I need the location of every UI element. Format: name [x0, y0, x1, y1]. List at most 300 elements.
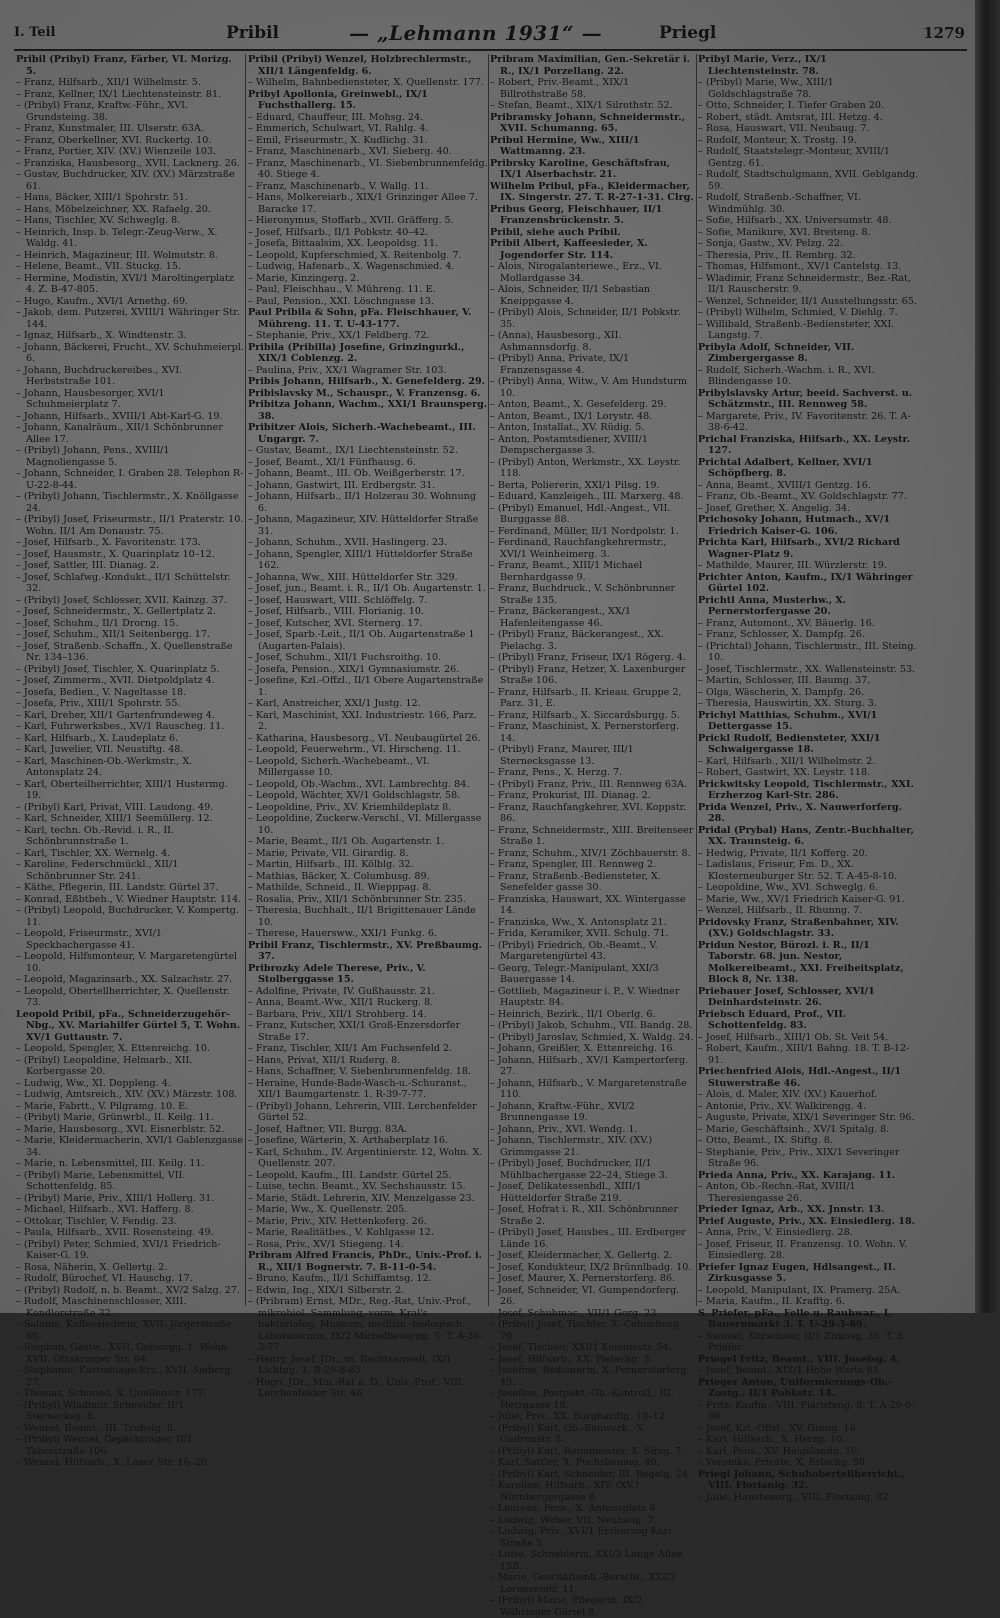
directory-entry: – Josef, Hilfsarb., XX. Pielachg. 3.: [490, 1353, 653, 1365]
directory-entry: – Anna, Beamt.-Ww., XII/1 Ruckerg. 8.: [248, 997, 434, 1008]
directory-entry: – Alois, d. Maler, XIV. (XV.) Kauerhof.: [698, 1089, 878, 1100]
directory-entry: – Sonja, Gastw., XV. Pelzg. 22.: [698, 238, 844, 249]
directory-entry: – Ludwig, Hafenarb., X. Wagenschmied. 4.: [248, 261, 455, 272]
directory-entry: – Johann, Hausbesorger, XVI/1 Schuhmeierplatz 7.: [16, 387, 165, 410]
directory-entry: – Leopold, Manipulant, IX. Pramerg. 25A.: [698, 1284, 901, 1296]
directory-entry: – Willibald, Straßenb.-Bediensteter, XXI. Langstg. 7.: [698, 318, 895, 341]
directory-entry: Prichta Karl, Hilfsarb., XVI/2 Richard Wagner-Platz 9.: [698, 537, 900, 560]
directory-entry: – Marie, Priv., XIV. Hettenkoferg. 26.: [248, 1215, 427, 1227]
directory-entry: – Marie, Geschäftsinh., XV/1 Spitalg. 8.: [698, 1123, 890, 1135]
directory-entry: – Josefine, Bedienerin, X. Pernerstorferg. 49.: [490, 1365, 690, 1388]
directory-entry: – Paul, Pension., XXI. Löschngasse 13.: [248, 295, 434, 307]
directory-entry: – Johann, Greißler, X. Ettenreichg. 16.: [490, 1043, 676, 1054]
directory-entry: Pribul Hermine, Ww., XIII/1 Wattmanng. 23.: [490, 134, 640, 157]
directory-entry: – Adolfine, Private, IV. Gußhausstr. 21.: [248, 985, 436, 997]
directory-entry: – (Pribyl) Karl, Schneider, III. Regelg. 24.: [490, 1468, 692, 1480]
directory-entry: – Robert, Priv.-Beamt., XIX/1 Billrothstraße 58.: [490, 77, 630, 100]
directory-entry: – Marie, Ww., XV/1 Friedrich Kaiser-G. 91.: [698, 893, 905, 905]
directory-entry: – Josefa, Bedien., V. Nageltasse 18.: [16, 686, 187, 698]
directory-entry: – (Pribyl) Josef, Buchdrucker, II/1 Mühlbachergasse 22–24, Stiege 3.: [490, 1158, 668, 1181]
directory-entry: – Karl, Maschinen-Ob.-Werkmstr., X. Antonsplatz 24.: [16, 755, 193, 778]
directory-entry: – Anton, Ob.-Rechn.-Rat, XVIII/1 Theresiengasse 26.: [698, 1181, 856, 1204]
directory-entry: – Hermine, Modistin, XVI/1 Maroltingerplatz 4. Z. B-47-805.: [16, 272, 234, 295]
column-4: [698, 54, 920, 1503]
directory-entry: – Marie, Beamt., II/1 Ob. Augartenstr. 1.: [248, 836, 445, 847]
column-divider: [245, 54, 246, 1306]
directory-entry: – Robert, Gastwirt, XX. Leystr. 118.: [698, 767, 871, 778]
directory-entry: – Leopoldine, Ww., XVI. Schweglg. 6.: [698, 882, 879, 893]
directory-entry: – Leopold, Kaufm., III. Landstr. Gürtel 25.: [248, 1169, 452, 1181]
directory-entry: Pridun Nestor, Bürozl. i. R., II/1 Taborstr. 68. jun. Nestor, Molkereibeamt., XXI. Freiheitsplatz, Block 8, Nr. 138.: [698, 939, 904, 985]
directory-entry: – Fritz, Kaufm., VIII. Piaristeng. 8. T. A-20-0-86.: [698, 1399, 915, 1422]
directory-entry: – Robert, städt. Amtsrat, III. Hetzg. 4.: [698, 111, 883, 123]
column-divider: [488, 54, 489, 1306]
directory-entry: – Rosa, Hauswart, VII. Neubaug. 7.: [698, 123, 870, 134]
directory-entry: Pribil Albert, Kaffeesieder, X. Jogendorfer Str. 114.: [490, 238, 648, 261]
directory-entry: Prichyl Matthias, Schuhm., XVI/1 Dettergasse 15.: [698, 709, 878, 732]
directory-entry: – (Pribyl) Marie, Lebensmittel, VII. Schottenfeldg. 85.: [16, 1169, 186, 1192]
directory-entry: Pribil, siehe auch Pribil.: [490, 226, 621, 238]
directory-entry: – Marie, Kinzingerg. 2.: [248, 272, 360, 284]
directory-entry: – Anna, Beamt., XVIII/1 Gentzg. 16.: [698, 479, 871, 491]
directory-entry: – Anton, Beamt., X. Gesefelderg. 29.: [490, 399, 667, 410]
directory-entry: – Josefine, Kzl.-Offzl., II/1 Obere Augartenstraße 1.: [248, 675, 484, 698]
directory-entry: – (Pribyl) Jaroslav, Schmied, X. Waldg. 24.: [490, 1031, 694, 1043]
directory-entry: – Hans, Schaffner, V. Siebenbrunnenfeldg. 18.: [248, 1066, 472, 1077]
directory-entry: – Ottokar, Tischler, V. Fendig. 23.: [16, 1215, 177, 1227]
directory-entry: – (Pribram) Ernst, MDr., Reg.-Rat, Univ.-Prof., mikrobiol. Sammlung, vorm. Kral's bakteriolog. Museum, medizin.-biologisch. Laboratorium, IX/2 Michelbeuerng. 5. T. A-26-3-77.: [248, 1296, 483, 1353]
directory-entry: – Karl, Anstreicher, XXI/1 Justg. 12.: [248, 698, 421, 709]
directory-entry: – (Anna), Hausbesorg., XII. Ashmannsdorfg. 8.: [490, 330, 622, 353]
directory-entry: Prichal Franziska, Hilfsarb., XX. Leystr. 127.: [698, 433, 911, 456]
column-3: [490, 54, 695, 1618]
directory-entry: Prichosoky Johann, Hutmach., XV/1 Friedrich Kaiser-G. 106.: [698, 514, 890, 537]
directory-entry: – Julie, Hausbesorg., VIII. Florianig. 32.: [698, 1491, 892, 1503]
directory-entry: – Johann, Schuhm., XVII. Haslingerg. 23.: [248, 537, 448, 548]
directory-entry: – Leopold, Feuerwehrm., VI. Hirscheng. 11.: [248, 744, 461, 755]
directory-entry: – Johann, Bäckerei, Frucht., XV. Schuhmeierpl. 6.: [16, 341, 244, 364]
directory-entry: – Josef, Kleidermacher, X. Gellertg. 2.: [490, 1250, 673, 1261]
directory-entry: – Leopold, Sicherh.-Wachebeamt., VI. Millergasse 10.: [248, 755, 430, 778]
directory-entry: – (Pribyl) Wilhelm, Schmied, V. Diehlg. 7.: [698, 307, 898, 318]
directory-entry: Prichter Anton, Kaufm., IX/1 Währinger Gürtel 102.: [698, 571, 913, 594]
directory-entry: Wilhelm Pribul, pFa., Kleidermacher, IX. Singerstr. 27. T. R-27-1-31. Clrg.: [490, 180, 694, 203]
directory-entry: Pribramsky Johann, Schneidermstr., XVII. Schumanng. 65.: [490, 111, 685, 134]
directory-entry: – Josef, Schuhm., XII/1 Seitenbergg. 17.: [16, 629, 210, 640]
directory-entry: – Josef, Friseur, II. Franzensg. 10. Wohn. V. Einsiedlerg. 28.: [698, 1238, 908, 1261]
directory-entry: – Leopold, Obertellherrichter, X. Quellenstr. 73.: [16, 985, 230, 1008]
directory-entry: – (Pribyl) Karl, Privat, VIII. Laudong. 49.: [16, 801, 214, 813]
directory-entry: – Karl, Juwelier, VII. Neustiftg. 48.: [16, 744, 184, 755]
directory-entry: – Leopold, Ob.-Wachm., XVI. Lambrechtg. 84.: [248, 778, 470, 790]
directory-entry: – Josef, Kutscher, XVI. Sternerg. 17.: [248, 617, 423, 629]
directory-entry: – Franz, Hilfsarb., X. Siccardsburgg. 5.: [490, 709, 680, 721]
directory-entry: – Franz, Pens., X. Herzg. 7.: [490, 767, 623, 778]
directory-entry: – Marie, Geschäftsinh.-Berschl., XXI/3 Lorenzerstr. 11.: [490, 1572, 676, 1595]
directory-entry: – (Pribyl) Josef, Tischler, X. Columbusg. 70.: [490, 1319, 682, 1342]
directory-entry: – Josef, Delikatessenhdl., XIII/1 Hütteldorfer Straße 219.: [490, 1181, 642, 1204]
directory-entry: – Franz, Maschinenarb., VI. Siebenbrunnenfeldg. 40. Stiege 4.: [248, 157, 488, 180]
directory-entry: – Leopold, Spengler, X. Ettenreichg. 10.: [16, 1043, 210, 1054]
directory-entry: – Heinrich, Magazineur, III. Wolmutstr. 8.: [16, 249, 218, 261]
directory-entry: – Josef, Sparb.-Leit., II/1 Ob. Augartenstraße 1 (Augarten-Palais).: [248, 629, 475, 652]
directory-entry: – Veronika, Private, X. Erlachg. 50.: [698, 1457, 869, 1468]
directory-entry: – Johann, Gastwirt, III. Erdbergstr. 31.: [248, 479, 436, 491]
directory-entry: – Rudolf, Sicherh.-Wachm. i. R., XVI. Blindengasse 10.: [698, 364, 875, 387]
directory-entry: – Josef, Zimmerm., XVII. Dietpoldplatz 4.: [16, 675, 215, 686]
directory-entry: – Rudolf, Straßenb.-Schaffner, VI. Windmühlg. 30.: [698, 192, 861, 215]
directory-entry: – Franz, Portier, XIV. (XV.) Wienzeile 103.: [16, 146, 217, 157]
directory-entry: – Otto, Beamt., IX. Stiftg. 8.: [698, 1135, 833, 1146]
directory-entry: – (Pribyl) Karl, Rennmeister, X. Sirzg. 7.: [490, 1445, 685, 1457]
directory-entry: – Jakob, dem. Putzerei, XVIII/1 Währinger Str. 144.: [16, 307, 240, 330]
directory-entry: – Ignaz, Hilfsarb., X. Windtenstr. 3.: [16, 330, 187, 341]
directory-entry: – Karl, Schuhm., IV. Argentinierstr. 12, Wohn. X. Quellenstr. 207.: [248, 1146, 483, 1169]
directory-entry: – (Pribyl) Franz, Friseur, IX/1 Rögerg. 4.: [490, 652, 686, 663]
directory-entry: – Theresia, Hauswirtin, XX. Sturg. 3.: [698, 698, 877, 709]
directory-entry: – Karl, Tischler, XX. Wernelg. 4.: [16, 847, 171, 859]
directory-entry: – Karl, Hilfsarb., X. Herzg. 16.: [698, 1434, 846, 1445]
directory-entry: Pribyl Marie, Verz., IX/1 Liechtensteinstr. 78.: [698, 54, 827, 77]
directory-entry: – Stephan, Gastw., XVII. Gebiergg. 1. Wohn. XVII. Ottakringer Str. 64.: [16, 1342, 230, 1365]
directory-entry: – Josef, Tischler, XXI/1 Koloniestr. 54.: [490, 1342, 672, 1353]
directory-entry: – Antonie, Priv., XV. Walkirengg. 4.: [698, 1100, 867, 1112]
directory-entry: – Karl, Hilfsarb., XII/1 Wilhelmstr. 2.: [698, 755, 876, 767]
directory-entry: – Emil, Friseurmstr., X. Kudlichg. 31.: [248, 134, 428, 146]
directory-entry: – Josef, Schuhmac., VII/1 Gerg. 23.: [490, 1307, 660, 1319]
directory-entry: – Alois, Nirogalanteriewe., Erz., VI. Mollardgasse 34.: [490, 261, 662, 284]
directory-entry: Pribitzer Alois, Sicherh.-Wachebeamt., III. Ungargr. 7.: [248, 422, 476, 445]
directory-entry: – Hieronymus, Stoffarb., XVII. Gräfferg. 5.: [248, 215, 454, 226]
directory-entry: – Josef, Tischlermstr., XX. Wallensteinstr. 53.: [698, 663, 916, 675]
directory-entry: – Karl, Sattler, X. Puchsbaumg. 40.: [490, 1457, 660, 1468]
directory-entry: – Franz, Automont., XV. Bäuerlg. 16.: [698, 617, 875, 629]
directory-entry: Prieger Anton, Uniformierungs-Ob.-Zustg., II/1 Pobkstr. 14.: [698, 1376, 893, 1399]
directory-entry: – Wenzel, Schneider, II/1 Ausstellungsstr. 65.: [698, 295, 917, 307]
directory-entry: – Josef, Hilfsarb., X. Favoritenstr. 173.: [16, 537, 201, 548]
directory-entry: – Leopold, Friseurmstr., XVI/1 Speckbachergasse 41.: [16, 928, 163, 951]
directory-entry: – Franz, Hilfsarb., II. Krieau. Gruppe 2, Parz. 31, E.: [490, 686, 682, 709]
directory-entry: – Stephanie, Priv., Priv., XIX/1 Severinger Straße 96.: [698, 1146, 900, 1169]
directory-entry: – Rudolf, Maschinenschlosser, XIII. Kendlerstraße 32.: [16, 1296, 187, 1319]
directory-entry: – Marie, Kleidermacherin, XVI/1 Gablenzgasse 34.: [16, 1135, 244, 1158]
directory-entry: – Berta, Poliererin, XXI/1 Pilsg. 19.: [490, 479, 660, 491]
directory-entry: – Rosa, Näherin, X. Gellertg. 2.: [16, 1261, 168, 1273]
directory-entry: – Franz, Maschinenarb., XVI. Sieberg. 40.: [248, 146, 452, 157]
directory-entry: – Josef, Beamt., XIX/1 Hohe Warte 65.: [698, 1365, 882, 1376]
directory-entry: – Hans, Privat, XII/1 Ruderg. 8.: [248, 1054, 401, 1066]
directory-entry: – Rudolf, Bürochef, VI. Hauschg. 17.: [16, 1273, 193, 1284]
directory-entry: – (Pribyl) Friedrich, Ob.-Beamt., V. Margaretengürtel 43.: [490, 939, 658, 962]
directory-entry: – Josef, Beamt., XI/1 Fünfhausg. 6.: [248, 456, 416, 468]
directory-entry: – Mathilde, Schneid., II. Wiepppag. 8.: [248, 882, 432, 893]
directory-entry: – Marie, Ww., X. Quellenstr. 205.: [248, 1204, 408, 1215]
directory-entry: – Franz, Spengler, III. Rennweg 2.: [490, 859, 657, 870]
directory-entry: – Josef, Hilfsarb., VIII. Florianig. 10.: [248, 606, 424, 617]
directory-entry: – Franz, Kutscher, XXI/1 Groß-Enzersdorfer Straße 17.: [248, 1020, 461, 1043]
directory-entry: Pribylslavsky Artur, beeid. Sachverst. u. Schätzmstr., III. Rennweg 58.: [698, 387, 913, 410]
directory-entry: – Edwin, Ing., XIX/1 Silberstr. 2.: [248, 1284, 405, 1296]
directory-entry: Pridovsky Franz, Straßenbahner, XIV. (XV.) Goldschlagstr. 33.: [698, 916, 899, 939]
directory-entry: – Karoline, Hilfsarb., XIV. (XV.) Nürnbergergasse 8.: [490, 1480, 639, 1503]
directory-entry: – (Pribyl) Emanuel, Hdl.-Angest., VII. Burggasse 88.: [490, 502, 671, 525]
directory-entry: Priebsch Eduard, Prof., VII. Schottenfeldg. 83.: [698, 1008, 847, 1031]
directory-entry: – Robert, Kaufm., XIII/1 Bahng. 18. T. B-12-91.: [698, 1043, 910, 1066]
directory-entry: – Johann, Hilfsarb., XVIII/1 Abt-Karl-G. 19.: [16, 410, 223, 422]
directory-entry: – Johann, Buchdruckereibes., XVI. Herbststraße 101.: [16, 364, 183, 387]
directory-entry: – Wladimir, Franz Schneidermstr., Bez.-Rat, II/1 Rauscherstr. 9.: [698, 272, 911, 295]
directory-entry: – Julie, Priv., XX. Burghardtg. 10–12.: [490, 1411, 669, 1422]
directory-entry: Paul Pribila & Sohn, pFa. Fleischhauer, V. Mühreng. 11. T. U-43-177.: [248, 307, 472, 330]
directory-entry: – Franz, Schneidermstr., XIII. Breitenseer Straße 1.: [490, 824, 694, 847]
directory-entry: – Mathilde, Maurer, III. Würzlerstr. 19.: [698, 560, 887, 571]
column-divider: [696, 54, 697, 1306]
directory-entry: – Rudolf, Monteur, X. Trostg. 19.: [698, 134, 857, 146]
directory-entry: – Rosa, Priv., XV/1 Stiegeng. 14.: [248, 1238, 404, 1250]
directory-entry: – Josef, Hausmstr., X. Quarinplatz 10–12.: [16, 548, 215, 560]
directory-entry: – Karl, Pens., XV. Helgolandg. 16.: [698, 1445, 861, 1457]
column-2: [248, 54, 488, 1399]
directory-entry: Leopold Pribil, pFa., Schneiderzugehör-Nbg., XV. Mariahilfer Gürtel 5, T. Wohn. XV/1 Guttaustr. 7.: [16, 1008, 241, 1043]
directory-entry: – Gustav, Beamt., IX/1 Liechtensteinstr. 52.: [248, 445, 458, 456]
directory-entry: – Leopold, Magazinsarb., XX. Salzachstr. 27.: [16, 974, 233, 985]
directory-entry: – Heinrich, Insp. b. Telegr.-Zeug-Verw., X. Waldg. 41.: [16, 226, 218, 249]
directory-entry: – Franz, Tischler, XII/1 Am Fuchsenfeld 2.: [248, 1043, 453, 1054]
directory-entry: – Marie, Realitätbes., V. Kohlgasse 12.: [248, 1227, 434, 1238]
directory-entry: – Karoline, Federschmückl., XII/1 Schönbrunner Str. 241.: [16, 859, 179, 882]
directory-entry: – Mathias, Bäcker, X. Columbusg. 89.: [248, 870, 430, 882]
directory-entry: – Wenzel, Beamt., III. Trubelg. 8.: [16, 1422, 177, 1434]
directory-entry: – Hans, Möbelzeichner, XX. Rafaelg. 20.: [16, 203, 211, 215]
directory-entry: – (Pribyl) Alois, Schneider, II/1 Pobkstr. 35.: [490, 307, 681, 330]
directory-entry: – Gottlieb, Magazineur i. P., V. Wiedner Hauptstr. 84.: [490, 985, 680, 1008]
directory-entry: – (Pribyl) Franz, Bäckerangest., XX. Pielachg. 3.: [490, 629, 664, 652]
directory-entry: – Josefa, Pension., XIX/1 Gymnasiumstr. 26.: [248, 663, 460, 675]
directory-entry: – Paulina, Priv., XX/1 Wagramer Str. 103.: [248, 364, 447, 376]
directory-entry: – (Pribyl) Anna, Witw., V. Am Hundsturm 10.: [490, 376, 687, 399]
directory-entry: – (Pribyl) Franz, Priv., III. Rennweg 63A.: [490, 778, 687, 790]
directory-entry: – Stefan, Beamt., XIX/1 Silrothstr. 52.: [490, 100, 673, 111]
directory-entry: – (Pribyl) Leopoldine, Helmarb., XII. Korbergasse 20.: [16, 1054, 193, 1077]
directory-entry: – Otto, Schneider, I. Tiefer Graben 20.: [698, 100, 884, 111]
directory-entry: – (Pribyl) Franz, Hetzer, X. Laxenburger Straße 106.: [490, 663, 686, 686]
directory-entry: – Konrad, Eßbtbeh., V. Wiedner Hauptstr. 114.: [16, 893, 242, 905]
directory-entry: – Ludwig, Ww., XI. Doppleng. 4.: [16, 1077, 171, 1089]
directory-entry: S. Priefer, pFa., Felle u. Rauhwar., I. Bauernmarkt 3. T. U-29-3-89.: [698, 1307, 892, 1330]
directory-entry: – Josef, Grether, X. Angelig. 34.: [698, 502, 851, 514]
directory-entry: – Franz, Beamt., XIII/1 Michael Bernhardgasse 9.: [490, 560, 643, 583]
directory-entry: – Franz, Maschinenarb., V. Wallg. 11.: [248, 180, 429, 192]
directory-entry: Prickwitsky Leopold, Tischlermstr., XXI. Erzherzog Karl-Str. 286.: [698, 778, 914, 801]
directory-entry: – Josef, Schuhm., XII/1 Fuchsroithg. 10.: [248, 652, 442, 663]
directory-entry: – (Pribyl) Josef, Tischler, X. Quarinplatz 5.: [16, 663, 220, 675]
directory-entry: – Johann, Kanalräum., XII/1 Schönbrunner Allee 17.: [16, 422, 223, 445]
directory-entry: – Marie, Private, VII. Girardig. 8.: [248, 847, 409, 859]
directory-entry: – Heraine, Hunde-Bade-Wasch-u.-Schuranst., XII/1 Baumgartenstr. 1. R-39-7-77.: [248, 1077, 467, 1100]
directory-entry: – Franz, Straßenb.-Bediensteter, X. Senefelder gasse 30.: [490, 870, 661, 893]
directory-entry: – (Pribyl) Marie, Grünwrbl., II. Keilg. 11.: [16, 1112, 214, 1123]
directory-entry: – Georg, Telegr.-Manipulant, XXI/3 Bauergasse 14.: [490, 962, 659, 985]
directory-entry: – Marie, n. Lebensmittel, III. Keilg. 11.: [16, 1158, 205, 1169]
directory-entry: Pribil (Pribyl) Franz, Färber, VI. Morizg. 5.: [16, 54, 232, 77]
directory-entry: – Josef, Sattler, III. Dianag. 2.: [16, 560, 159, 571]
directory-entry: – Johann, Schneider, I. Graben 28. Telephon R-U-22-8-44.: [16, 468, 244, 491]
directory-entry: – Katharina, Hausbesorg., VI. Neubaugürtel 26.: [248, 732, 481, 744]
directory-entry: – Karl, techn. Ob.-Revid. i. R., II. Schönbrunnstraße 1.: [16, 824, 174, 847]
directory-entry: – Marie, Hausbesorg., XVI. Eisnerblstr. 52.: [16, 1123, 225, 1135]
directory-entry: – Franz, Schlosser, X. Dampfg. 26.: [698, 629, 865, 640]
directory-entry: – Karl, Schneider, XIII/1 Seemüllerg. 12.: [16, 813, 213, 824]
directory-entry: – Josef, Schlafwg.-Kondukt., II/1 Schüttelstr. 32.: [16, 571, 231, 594]
directory-entry: – Johann, Tischlermstr., XIV. (XV.) Grimmgasse 21.: [490, 1135, 653, 1158]
directory-entry: Priefer Ignaz Eugen, Hdlsangest., II. Zirkusgasse 5.: [698, 1261, 896, 1284]
directory-entry: Pribrozky Adele Therese, Priv., V. Stolberggasse 15.: [248, 962, 426, 985]
directory-entry: – Ferdinand, Rauchfangkehrermstr., XVI/1 Weinheimerg. 3.: [490, 537, 667, 560]
directory-entry: – (Pribyl) Josef, Friseurmstr., II/1 Praterstr. 10. Wohn. II/1 Am Donaustr. 75.: [16, 514, 244, 537]
directory-entry: – Samuel, Kürschner, II/1 Zirkusg. 35. T. S. Priefer.: [698, 1330, 907, 1353]
directory-entry: Pribram Alfred Francis, PhDr., Univ.-Prof. i. R., XII/1 Bognerstr. 7. B-11-0-54.: [248, 1250, 482, 1273]
directory-entry: Prieda Anna, Priv., XX. Karajang. 11.: [698, 1169, 896, 1181]
directory-entry: – Maria, Kaufm., II. Krafftg. 6.: [698, 1296, 845, 1307]
directory-entry: – (Pribyl) Josef, Hausbes., III. Erdberger Lände 16.: [490, 1227, 686, 1250]
directory-entry: – (Pribyl) Anton, Werkmstr., XX. Leystr. 118.: [490, 456, 681, 479]
directory-entry: – Alois, Schneider, II/1 Sebastian Kneippgasse 4.: [490, 284, 651, 307]
directory-entry: – Josef, Schneider, VI. Gumpendorferg. 26.: [490, 1284, 680, 1307]
directory-entry: – Thomas, Hilfsmont., XV/1 Cantelstg. 13.: [698, 261, 902, 272]
directory-entry: – Therese, Hauersww., XXI/1 Funkg. 6.: [248, 928, 438, 939]
directory-entry: – Franz, Bäckerangest., XX/1 Hafenleitengasse 46.: [490, 606, 632, 629]
directory-entry: Prickl Rudolf, Bediensteter, XXI/1 Schwaigergasse 18.: [698, 732, 881, 755]
directory-entry: – Olga, Wäscherin, X. Dampfg. 26.: [698, 686, 865, 698]
directory-entry: – Josef, Hilfsarb., II/1 Pobkstr. 40–42.: [248, 226, 429, 238]
directory-entry: – Franz, Ob.-Beamt., XV. Goldschlagstr. 77.: [698, 491, 907, 502]
directory-entry: – (Pribyl) Johann, Pens., XVIII/1 Magnoliengasse 5.: [16, 445, 170, 468]
directory-entry: – Johann, Priv., XVI. Wendg. 1.: [490, 1123, 638, 1135]
directory-entry: – Johann, Kraftw.-Führ., XVI/2 Brunnengasse 19.: [490, 1100, 635, 1123]
directory-entry: – Josef, Hilfsarb., XIII/1 Ob. St. Veit 54.: [698, 1031, 889, 1043]
directory-entry: – Anna, Priv., V. Einsiedlerg. 28.: [698, 1227, 853, 1238]
directory-entry: – (Pribyl) Marie, Priv., XIII/1 Hollerg. 31.: [16, 1192, 215, 1204]
directory-entry: – Karl, Fuhrwerksbes., XV/1 Rauscheg. 11.: [16, 721, 225, 732]
directory-entry: – Helene, Beamt., VII. Stuckg. 15.: [16, 261, 182, 272]
directory-entry: – Josef, Maurer, X. Pernerstorferg. 86.: [490, 1273, 676, 1284]
directory-entry: – Franziska, Hausbesorg., XVII. Lacknerg. 26.: [16, 157, 240, 169]
directory-entry: – Josef, jun., Beamt. i. R., II/1 Ob. Augartenstr. 1.: [248, 583, 486, 594]
directory-entry: Pribrsky Karoline, Geschäftsfrau, IX/1 Alserbachstr. 21.: [490, 157, 671, 180]
directory-entry: – Henry, Josef, JDr., m. Rechtsanwalt, IX/1 Lichtng. 1. B-29-8-65.: [248, 1353, 452, 1376]
directory-entry: – (Pribyl) Leopold, Buchdrucker, V. Kompertg. 11.: [16, 905, 239, 928]
directory-entry: Prida Wenzel, Priv., X. Nauwerforferg. 28.: [698, 801, 903, 824]
directory-entry: – Franz, Prokurist, III. Dianag. 2.: [490, 790, 651, 801]
directory-entry: – Marie, Städt. Lehrerin, XIV. Menzelgasse 23.: [248, 1192, 475, 1204]
column-1: [16, 54, 244, 1468]
directory-entry: Pribram Maximilian, Gen.-Sekretär i. R., IX/1 Porzellang. 22.: [490, 54, 690, 77]
directory-entry: – Johann, Hilfsarb., II/1 Holzerau 30. Wohnung 6.: [248, 491, 476, 514]
directory-entry: Priechenfried Alois, Hdl.-Angest., II/1 Stuwerstraße 46.: [698, 1066, 902, 1089]
page-number: 1279: [923, 24, 965, 42]
directory-entry: Pribil (Pribyl) Wenzel, Holzbrechlermstr., XII/1 Längenfeldg. 6.: [248, 54, 472, 77]
directory-entry: – Rudolf, Staatstelegr.-Monteur, XVIII/1 Gentzg. 61.: [698, 146, 891, 169]
directory-entry: – Wenzel, Hilfsarb., II. Rhunng. 7.: [698, 905, 863, 916]
directory-entry: Pribyla Adolf, Schneider, VII. Zimbergergasse 8.: [698, 341, 855, 364]
directory-entry: – Karl, Oberteilherrichter, XIII/1 Hustermg. 19.: [16, 778, 228, 801]
directory-entry: – Johann, Hilfsarb., V. Margaretenstraße 110.: [490, 1077, 687, 1100]
directory-entry: – Karl, Maschinist, XXI. Industriestr. 166, Parz. 2.: [248, 709, 477, 732]
directory-entry: – Thomas, Schmied, X. Quellenstr. 177.: [16, 1388, 207, 1399]
directory-entry: – Karl, Hilfsarb., X. Laudeplatz 6.: [16, 732, 179, 744]
directory-entry: – Salome, Kaffeesiederin, XVII. Jörgerstraße 60.: [16, 1319, 232, 1342]
directory-entry: – Anton, Postamtsdiener, XVIII/1 Dempschergasse 3.: [490, 433, 648, 456]
directory-entry: – Leopold, Hilfsmonteur, V. Margaretengürtel 10.: [16, 951, 238, 974]
directory-entry: – Leopold, Wächter, XV/1 Goldschlagstr. 58.: [248, 790, 461, 801]
directory-entry: – Josefa, Bittaalsim, XX. Leopoldsg. 11.: [248, 238, 439, 249]
directory-entry: – Barbara, Priv., XII/1 Strohberg. 14.: [248, 1008, 427, 1020]
directory-entry: – (Pribyl) Karl, Ob.-Bauwerk., X. Gudrunstr. 5.: [490, 1422, 647, 1445]
directory-entry: – Martin, Hilfsarb., III. Kölblg. 32.: [248, 859, 414, 870]
directory-entry: – Josef, Schneidermstr., X. Gellertplatz 2.: [16, 606, 216, 617]
directory-entry: – Sofie, Hilfsarb., XX. Universumstr. 48.: [698, 215, 892, 226]
directory-entry: – Hugo, Kaufm., XVI/1 Arnethg. 69.: [16, 295, 189, 307]
directory-entry: – Karl, Dreher, XII/1 Gartenfrundeweg 4.: [16, 709, 215, 721]
directory-entry: – Sofie, Manikure, XVI. Breiteng. 8.: [698, 226, 871, 238]
directory-entry: – Josef, Haftner, VII. Burgg. 83A.: [248, 1123, 408, 1135]
directory-entry: – Josef, Kondukteur, IX/2 Brünnlbadg. 10.: [490, 1261, 692, 1273]
directory-entry: Pribitza Johann, Wachm., XXI/1 Braunsperg. 38.: [248, 399, 488, 422]
directory-entry: – Hans, Molkereiarb., XIX/1 Grinzinger Allee 7. Baracke 17.: [248, 192, 478, 215]
directory-entry: – Leopold, Kupferschmied, X. Reitenbolg. 7.: [248, 249, 462, 261]
directory-entry: Priegel Fritz, Beamt., VIII. Josefsg. 4.: [698, 1353, 900, 1365]
directory-entry: Pridal (Prybal) Hans, Zentr.-Buchhalter, XX. Traunsteig. 6.: [698, 824, 914, 847]
directory-entry: – (Pribyl) Wladimir, Schneider, II/1 Sternecksg. 8.: [16, 1399, 185, 1422]
directory-entry: – Ladislaus, Friseur, Fm. D., XX. Klosterneuburger Str. 52. T. A-45-8-10.: [698, 859, 898, 882]
directory-entry: – Paul, Fleischhau., V. Mühreng. 11. E.: [248, 284, 436, 295]
directory-entry: – Frida, Keramiker, XVII. Schulg. 71.: [490, 928, 669, 939]
page-header: [14, 20, 967, 46]
directory-entry: – Franz, Oberkellner, XVI. Ruckertg. 10.: [16, 134, 212, 146]
directory-entry: – Paula, Hilfsarb., XVII. Rosensteing. 49.: [16, 1227, 214, 1238]
directory-entry: – Josef, Hauswart, VIII. Schlöffelg. 7.: [248, 594, 428, 606]
header-title: — „Lehmann 1931“ —: [349, 21, 603, 45]
directory-entry: – Heinrich, Bezirk., II/1 Oberlg. 6.: [490, 1008, 656, 1020]
directory-entry: Prichtl Anna, Musterhw., X. Pernerstorfergasse 20.: [698, 594, 847, 617]
directory-entry: – Ludwig, Amtsreich., XIV. (XV.) Märzstr. 108.: [16, 1089, 238, 1100]
directory-entry: – Franz, Kunstmaler, III. Ulserstr. 63A.: [16, 123, 204, 134]
directory-entry: – (Pribyl) Josef, Schlosser, XVII. Kainzg. 37.: [16, 594, 227, 606]
directory-entry: – Luise, techn. Beamt., XV. Sechshausstr. 15.: [248, 1181, 466, 1192]
directory-entry: – Franz, Kellner, IX/1 Liechtensteinstr. 81.: [16, 88, 222, 100]
directory-entry: – Franziska, Hauswart, XX. Wintergasse 14.: [490, 893, 686, 916]
directory-entry: – Hedwig, Private, II/1 Kofferg. 20.: [698, 847, 868, 859]
directory-entry: Priegl Johann, Schuhobertellherricht., VIII. Florianig. 32.: [698, 1468, 906, 1491]
directory-entry: – (Pribyl) Peter, Schmied, XVI/1 Friedrich-Kaiser-G. 19.: [16, 1238, 221, 1261]
directory-entry: – Josefa, Priv., XIII/1 Spohrstr. 55.: [16, 698, 181, 709]
directory-entry: – (Pribyl) Marie, Pflegerin, IX/2 Währinger Gürtel 8.: [490, 1595, 643, 1618]
directory-entry: – Laurenz, Pens., X. Antonsplatz 8.: [490, 1503, 659, 1514]
directory-entry: – Michael, Hilfsarb., XVI. Hafferg. 8.: [16, 1204, 194, 1215]
directory-entry: – Franz, Maschinist, X. Pernerstorferg. 14.: [490, 721, 680, 744]
directory-entry: – Hans, Tischler, XV. Schweglg. 8.: [16, 215, 181, 226]
directory-entry: – Leopoldine, Zuckerw.-Verschl., VI. Millergasse 10.: [248, 813, 482, 836]
directory-entry: Pribis Johann, Hilfsarb., X. Genefelderg. 29.: [248, 376, 485, 387]
directory-entry: – Franz, Schuhm., XIV/1 Zöchbauerstr. 8.: [490, 847, 691, 859]
directory-entry: – Theresia, Priv., II. Rembrg. 32.: [698, 249, 856, 261]
directory-entry: – Eduard, Kanzleigeh., III. Marxerg. 48.: [490, 491, 684, 502]
directory-entry: – Franz, Rauchfangkehrer, XVI. Koppstr. 86.: [490, 801, 687, 824]
directory-entry: – (Pribyl) Rudolf, n. b. Beamt., XV/2 Salzg. 27.: [16, 1284, 240, 1296]
directory-entry: Pribus Georg, Fleischhauer, II/1 Franzensbrückenstr. 5.: [490, 203, 663, 226]
directory-entry: – Franziska, Ww., X. Antonsplatz 21.: [490, 916, 667, 928]
directory-entry: – Wenzel, Hilfsarb., X. Laaer Str. 16–20.: [16, 1457, 210, 1468]
